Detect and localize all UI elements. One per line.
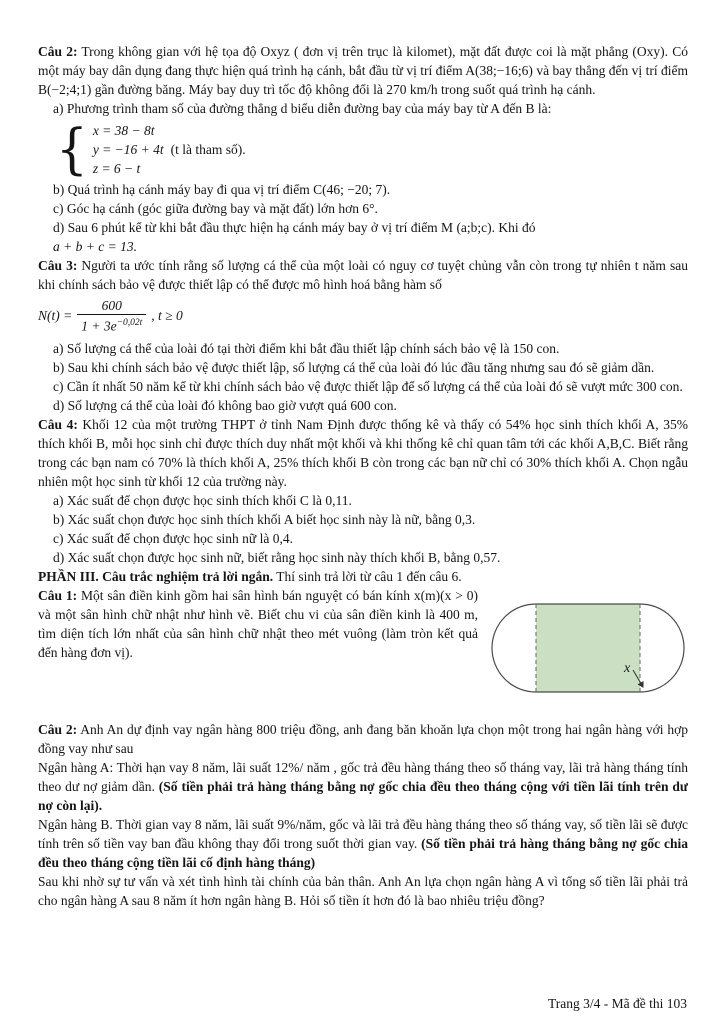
question-3-item-c: c) Cần ít nhất 50 năm kể từ khi chính sách bảo vệ được thiết lập để số lượng cá thể của loài đó sẽ vượt mức 300 con.: [53, 378, 683, 394]
denominator-exponent: −0,02t: [116, 318, 143, 328]
question-3: [38, 256, 688, 294]
question-p3-2-text: Anh An dự định vay ngân hàng 800 triệu đồng, anh đang băn khoăn lựa chọn một trong hai ngân hàng với hợp đồng vay như sau: [38, 721, 688, 756]
system-row-1: [93, 121, 246, 140]
bank-b-bold-note: (Số tiền phải trả hàng tháng bằng nợ gốc chia đều theo tháng cộng tiền lãi cố định hàng tháng): [38, 835, 688, 870]
question-2-item-d-result: a + b + c = 13.: [53, 239, 137, 254]
question-4-item-c: c) Xác suất để chọn được học sinh nữ là 0,4.: [53, 530, 293, 546]
question-2: [38, 42, 688, 99]
question-2-item-c: c) Góc hạ cánh (góc giữa đường bay và mặt đất) lớn hơn 6°.: [53, 201, 378, 216]
system-eq-z: z = 6 − t: [92, 160, 141, 176]
formula-lhs: N(t) =: [38, 308, 73, 324]
question-2-item-a: a) Phương trình tham số của đường thẳng d biểu diễn đường bay của máy bay từ A đến B là:: [53, 101, 552, 116]
formula-fraction: [77, 297, 146, 335]
bank-a-bold-note: (Số tiền phải trả hàng tháng bằng nợ gốc chia đều theo tháng cộng với tiền lãi tính trên dư nợ còn lại).: [38, 778, 689, 813]
question-2-label: Câu 2:: [38, 44, 78, 59]
fraction-denominator: [77, 315, 146, 335]
question-p3-1-label: Câu 1:: [38, 587, 78, 603]
rectangle-field: [536, 604, 640, 692]
radius-label: x: [624, 660, 631, 676]
bank-a-paragraph: [38, 758, 688, 815]
part-3-heading-title: PHẦN III. Câu trắc nghiệm trả lời ngắn.: [38, 568, 274, 584]
stadium-figure-svg: [488, 598, 688, 698]
bank-b-paragraph: [38, 815, 688, 872]
question-4: [38, 415, 688, 491]
bank-b-text: Ngân hàng B. Thời gian vay 8 năm, lãi suất 9%/năm, gốc và lãi trả đều hàng tháng theo số tháng vay, số tiền lãi sẽ được tính trên số tiền vay ban đầu không thay đổi trong suốt thời gian vay.: [38, 816, 688, 851]
stadium-figure: [488, 598, 688, 698]
section-gap: [38, 700, 688, 720]
fraction-numerator: 600: [77, 297, 146, 315]
question-3-item-b: b) Sau khi chính sách bảo vệ được thiết lập, số lượng cá thể của loài đó lúc đầu tăng nhưng sau đó sẽ giảm dần.: [53, 359, 655, 375]
page-footer: Trang 3/4 - Mã đề thi 103: [548, 996, 687, 1011]
question-p3-1-text: Một sân điền kinh gồm hai sân hình bán nguyệt có bán kính x(m)(x > 0) và một sân hình chữ nhật như hình vẽ. Biết chu vi của sân điền kinh là 400 m, tìm diện tích lớn nhất của sân hình chữ nhật theo mét vuông (làm tròn kết quả đến hàng đơn vị).: [38, 587, 478, 660]
question-4-label: Câu 4:: [38, 416, 78, 432]
population-model-formula: [38, 297, 688, 335]
question-3-text: Người ta ước tính rằng số lượng cá thể của một loài có nguy cơ tuyệt chủng vẫn còn trong tự nhiên t năm sau khi chính sách bảo vệ được thiết lập có thể được mô hình hoá bằng hàm số: [38, 258, 688, 292]
question-4-item-d: d) Xác suất chọn được học sinh nữ, biết rằng học sinh này thích khối B, bằng 0,57.: [53, 549, 501, 565]
question-2-text: Trong không gian với hệ tọa độ Oxyz ( đơn vị trên trục là kilomet), mặt đất được coi là mặt phẳng (Oxy). Có một máy bay dân dụng đang thực hiện quá trình hạ cánh, bắt đầu từ vị trí điểm A(38;−16;6) và bay thẳng đến vị trí điểm B(−2;4;1) gần đường băng. Máy bay duy trì tốc độ không đổi là 270 km/h trong suốt quá trình hạ cánh.: [38, 44, 688, 97]
question-2-item-b: b) Quá trình hạ cánh máy bay đi qua vị trí điểm C(46; −20; 7).: [53, 182, 391, 197]
part-3-heading: [38, 567, 688, 586]
system-eq-y: y = −16 + 4t: [92, 141, 164, 157]
system-eq-x: x = 38 − 8t: [92, 122, 155, 138]
question-4-item-a: a) Xác suất để chọn được học sinh thích khối C là 0,11.: [53, 492, 352, 508]
brace-symbol: {: [56, 117, 88, 181]
question-3-label: Câu 3:: [38, 258, 78, 273]
system-row-3: [93, 159, 246, 178]
question-4-text: Khối 12 của một trường THPT ở tỉnh Nam Định được thống kê và thấy có 54% học sinh thích khối A, 35% thích khối B, mỗi học sinh chỉ được thích duy nhất một khối và khi thống kê chỉ quan tâm tới các khối A,B,C. Biết rằng trong các bạn nam có 70% là thích khối A, 25% thích khối B còn trong các bạn nữ chỉ có 30% thích khối A. Chọn ngẫu nhiên một học sinh từ khối 12 của trường này.: [38, 416, 688, 489]
question-2-item-d: d) Sau 6 phút kể từ khi bắt đầu thực hiện hạ cánh máy bay ở vị trí điểm M (a;b;c). Khi đó: [53, 220, 536, 235]
formula-condition: , t ≥ 0: [151, 308, 183, 324]
question-3-item-a: a) Số lượng cá thể của loài đó tại thời điểm khi bắt đầu thiết lập chính sách bảo vệ là 150 con.: [53, 340, 560, 356]
question-4-item-b: b) Xác suất chọn được học sinh thích khối A biết học sinh này là nữ, bằng 0,3.: [53, 511, 476, 527]
system-equations: [93, 121, 246, 178]
question-p3-2-closing: Sau khi nhờ sự tư vấn và xét tình hình tài chính của bản thân. Anh An lựa chọn ngân hàng A vì tổng số tiền lãi phải trả cho ngân hàng A sau 8 năm ít hơn ngân hàng B. Hỏi số tiền ít hơn đó là bao nhiêu triệu đồng?: [38, 873, 688, 908]
denominator-base: 1 + 3e: [81, 318, 117, 334]
part-3-heading-note: Thí sinh trả lời từ câu 1 đến câu 6.: [273, 568, 462, 584]
parametric-equation-system: [56, 117, 688, 181]
question-p3-2: [38, 720, 688, 758]
system-row-2: [93, 140, 246, 159]
system-parameter-note: (t là tham số).: [170, 141, 246, 157]
question-p3-2-label: Câu 2:: [38, 721, 78, 737]
bank-a-text: Ngân hàng A: Thời hạn vay 8 năm, lãi suất 12%/ năm , gốc trả đều hàng tháng theo số tháng vay, lãi trả hàng tháng tính theo dư nợ giảm dần.: [38, 759, 688, 794]
question-3-item-d: d) Số lượng cá thể của loài đó không bao giờ vượt quá 600 con.: [53, 397, 397, 413]
question-p3-1-block: [38, 586, 688, 700]
